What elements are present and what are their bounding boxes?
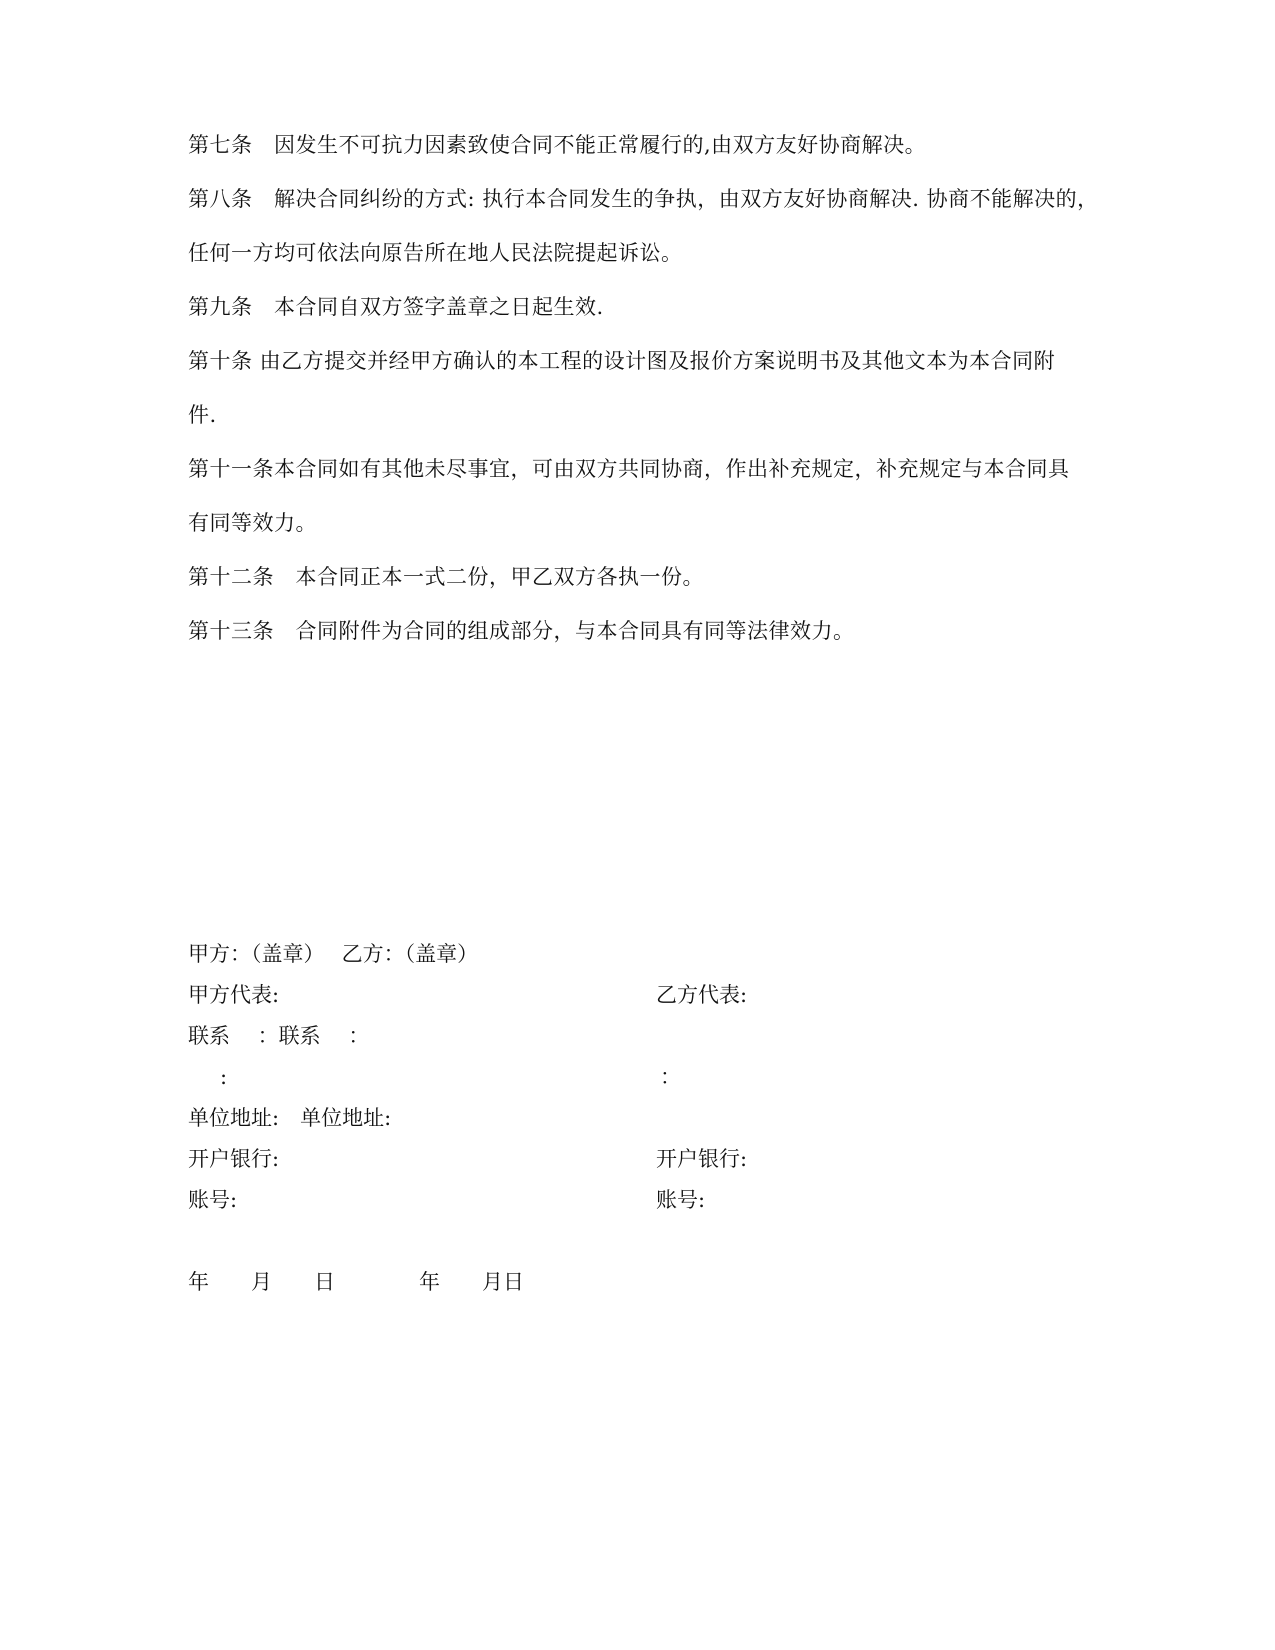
clause-9: 第九条 本合同自双方签字盖章之日起生效. — [188, 295, 604, 319]
bank-party-b: 开户银行: — [656, 1147, 748, 1171]
clause-13: 第十三条 合同附件为合同的组成部分，与本合同具有同等法律效力。 — [188, 619, 855, 643]
clause-10-continued: 件. — [188, 403, 217, 427]
clause-12: 第十二条 本合同正本一式二份，甲乙双方各执一份。 — [188, 565, 704, 589]
party-a-representative: 甲方代表: — [188, 983, 280, 1007]
seal-line: 甲方：（盖章） 乙方：（盖章） — [188, 942, 479, 966]
party-b-representative: 乙方代表: — [656, 983, 748, 1007]
bank-party-a: 开户银行: — [188, 1147, 280, 1171]
clause-8-continued: 任何一方均可依法向原告所在地人民法院提起诉讼。 — [188, 241, 683, 265]
address-line: 单位地址: 单位地址: — [188, 1106, 392, 1130]
clause-8: 第八条 解决合同纠纷的方式: 执行本合同发生的争执，由双方友好协商解决. 协商不能解决的， — [188, 187, 1099, 211]
date-line: 年 月 日 年 月日 — [188, 1270, 524, 1294]
contact-line: 联系 ：联系 ： — [188, 1024, 370, 1048]
clause-11-continued: 有同等效力。 — [188, 511, 317, 535]
contact-colon-a: : — [220, 1065, 228, 1089]
clause-10: 第十条 由乙方提交并经甲方确认的本工程的设计图及报价方案说明书及其他文本为本合同附 — [188, 349, 1056, 373]
account-party-b: 账号: — [656, 1188, 706, 1212]
contact-colon-b: ： — [660, 1065, 681, 1089]
clause-11: 第十一条本合同如有其他未尽事宜，可由双方共同协商，作出补充规定，补充规定与本合同具 — [188, 457, 1070, 481]
clause-7: 第七条 因发生不可抗力因素致使合同不能正常履行的,由双方友好协商解决。 — [188, 133, 927, 157]
account-party-a: 账号: — [188, 1188, 238, 1212]
